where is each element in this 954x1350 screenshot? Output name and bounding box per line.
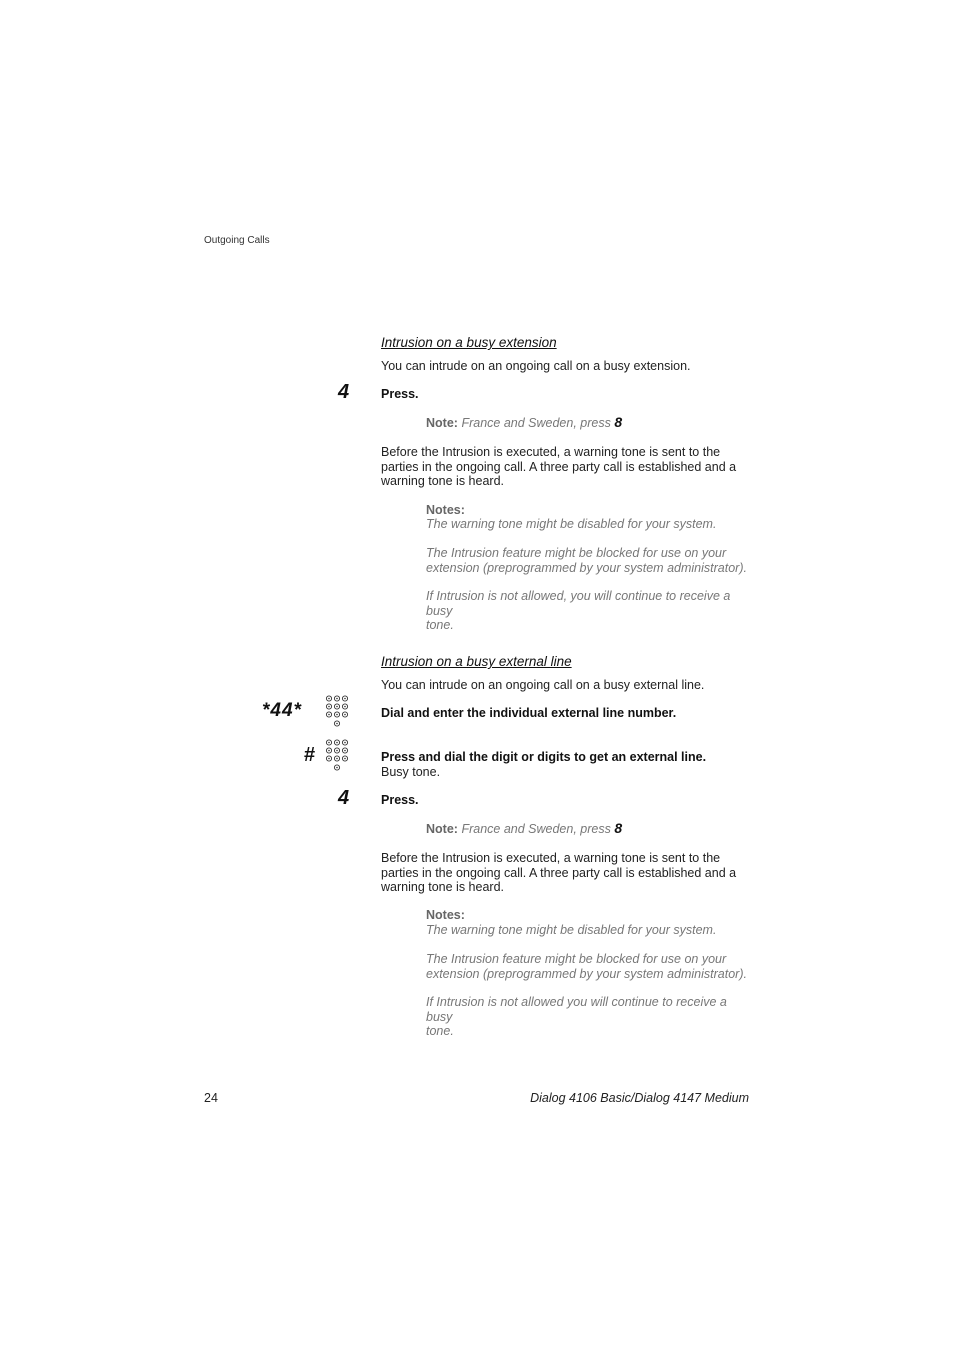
step-press: Press.	[381, 387, 419, 401]
notes-item	[426, 589, 756, 633]
notes-item	[426, 952, 756, 981]
note-label: Note:	[426, 822, 458, 836]
keypad-icon	[325, 695, 349, 729]
step-dial-external-digit	[381, 750, 751, 779]
notes-line: If Intrusion is not allowed you will continue to receive a busy	[426, 995, 727, 1024]
paragraph-line: warning tone is heard.	[381, 474, 504, 489]
notes-line: tone.	[426, 1024, 454, 1039]
warning-paragraph	[381, 851, 751, 895]
notes-line: The warning tone might be disabled for your system.	[426, 517, 717, 531]
section-heading-busy-extension: Intrusion on a busy extension	[381, 335, 557, 350]
notes-item	[426, 517, 756, 532]
star-44-star-code-icon: *44*	[262, 700, 302, 721]
paragraph-line: warning tone is heard.	[381, 880, 504, 895]
key-8-icon: 8	[614, 414, 623, 430]
warning-paragraph	[381, 445, 751, 489]
notes-line: The warning tone might be disabled for your system.	[426, 923, 717, 937]
running-header: Outgoing Calls	[204, 235, 270, 246]
key-8-icon: 8	[614, 820, 623, 836]
note	[426, 821, 756, 837]
step-subtext: Busy tone.	[381, 764, 441, 779]
key-4-icon: 4	[338, 381, 350, 403]
notes-line: extension (preprogrammed by your system administrator).	[426, 560, 747, 575]
hash-key-icon: #	[304, 744, 316, 766]
note-text: France and Sweden, press	[461, 822, 611, 836]
step-dial-line-number: Dial and enter the individual external line number.	[381, 706, 677, 720]
notes-line: The Intrusion feature might be blocked for use on your	[426, 546, 727, 560]
keypad-icon	[325, 739, 349, 773]
notes-item	[426, 546, 756, 575]
note	[426, 415, 756, 431]
key-4-icon: 4	[338, 787, 350, 809]
step-press: Press.	[381, 793, 419, 807]
note-label: Note:	[426, 416, 458, 430]
step-text: Press and dial the digit or digits to get an external line.	[381, 750, 707, 764]
notes-item	[426, 923, 756, 938]
note-text: France and Sweden, press	[461, 416, 611, 430]
section-heading-busy-external-line: Intrusion on a busy external line	[381, 654, 572, 669]
paragraph-line: parties in the ongoing call. A three party call is established and a	[381, 865, 737, 880]
section-intro: You can intrude on an ongoing call on a busy extension.	[381, 359, 691, 373]
notes-title: Notes:	[426, 503, 465, 517]
page-number: 24	[204, 1091, 218, 1105]
paragraph-line: parties in the ongoing call. A three party call is established and a	[381, 459, 737, 474]
section-intro: You can intrude on an ongoing call on a busy external line.	[381, 678, 705, 692]
notes-line: The Intrusion feature might be blocked for use on your	[426, 952, 727, 966]
paragraph-line: Before the Intrusion is executed, a warning tone is sent to the	[381, 851, 721, 865]
notes-line: tone.	[426, 618, 454, 633]
notes-title: Notes:	[426, 908, 465, 922]
notes-item	[426, 995, 756, 1039]
notes-line: If Intrusion is not allowed, you will continue to receive a busy	[426, 589, 731, 618]
notes-line: extension (preprogrammed by your system administrator).	[426, 966, 747, 981]
paragraph-line: Before the Intrusion is executed, a warning tone is sent to the	[381, 445, 721, 459]
product-name: Dialog 4106 Basic/Dialog 4147 Medium	[530, 1091, 749, 1105]
